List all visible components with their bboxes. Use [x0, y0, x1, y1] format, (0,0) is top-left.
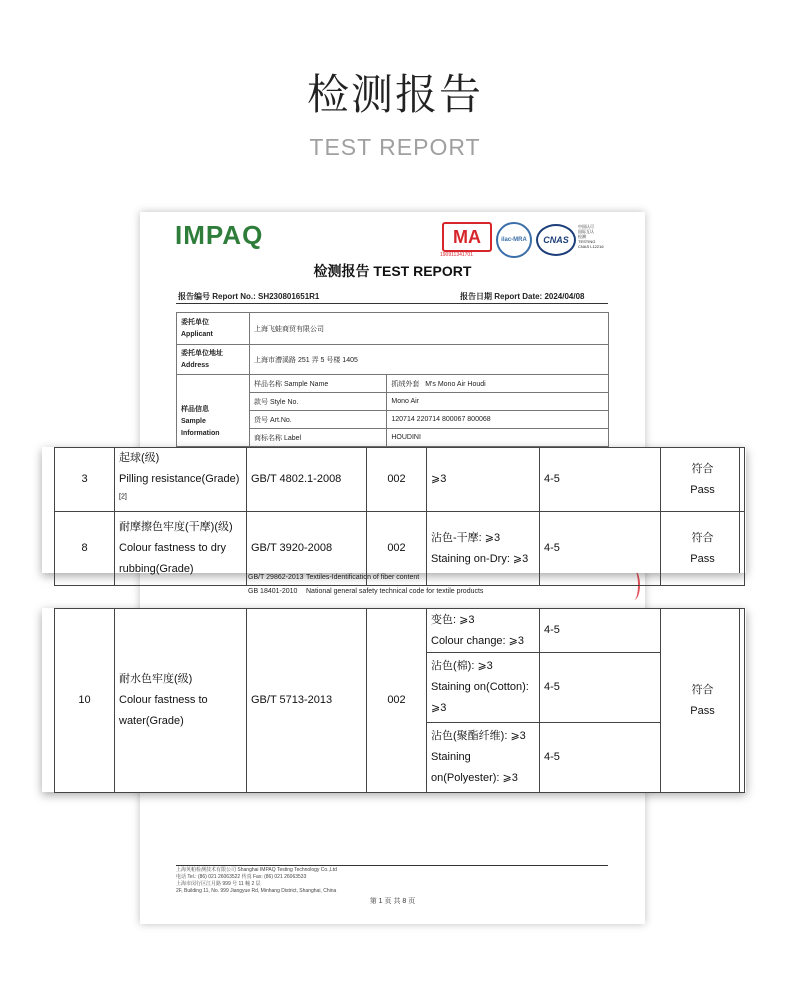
art-no-label: 货号 Art.No. [250, 411, 387, 429]
style-no-value: Mono Air [387, 393, 609, 411]
lab-footer [176, 867, 608, 895]
lab-address-cn: 上海市闵行区江月路 999 号 11 幢 2 层 [176, 881, 261, 887]
table-edge [739, 447, 740, 573]
page-title: 检测报告 [306, 70, 483, 119]
report-date: 报告日期 Report Date: 2024/04/08 [460, 292, 585, 301]
divider [176, 303, 608, 304]
page-subtitle: TEST REPORT [309, 134, 481, 160]
footer-divider [176, 865, 608, 866]
lab-name: 上海英帕检测技术有限公司 Shanghai IMPAQ Testing Technology Co.,Ltd [176, 867, 337, 873]
lab-phone: 电话 Tel.: (86) 021 26063522 传真 Fax: (86) 021 26063533 [176, 874, 307, 880]
cma-seal-icon: MA [442, 222, 492, 252]
requirement: 变色: ⩾3 Colour change: ⩾3 [427, 609, 540, 653]
sample-no: 002 [367, 448, 427, 512]
table-row [55, 448, 745, 512]
requirement: ⩾3 [427, 448, 540, 512]
applicant-value: 上海飞蛙商贸有限公司 [250, 313, 609, 345]
sample-name-label: 样品名称 Sample Name [250, 375, 387, 393]
row-index: 8 [55, 512, 115, 586]
label-label: 商标名称 Label [250, 429, 387, 447]
result: 4-5 [540, 609, 661, 653]
page-number: 第 1 页 共 8 页 [369, 898, 416, 905]
style-no-label: 款号 Style No. [250, 393, 387, 411]
test-standard: GB/T 3920-2008 [247, 512, 367, 586]
cnas-icon: CNAS [536, 224, 576, 256]
address-value: 上海市漕溪路 251 弄 5 号楼 1405 [250, 345, 609, 375]
standard-row: GB/T 29862-2013 Textiles-Identification of fiber content [248, 574, 420, 581]
result: 4-5 [540, 653, 661, 723]
zoom-band-pilling-rubbing [42, 447, 746, 573]
cnas-text: 中国认可 国际互认 检测 TESTING CNAS L12216 [578, 224, 604, 249]
row-index: 10 [55, 609, 115, 793]
results-table [54, 447, 745, 586]
requirement: 沾色(棉): ⩾3 Staining on(Cotton): ⩾3 [427, 653, 540, 723]
result: 4-5 [540, 723, 661, 793]
cma-number: 190911341701 [440, 252, 473, 258]
results-table [54, 608, 745, 793]
impaq-logo: IMPAQ [175, 220, 264, 250]
test-standard: GB/T 5713-2013 [247, 609, 367, 793]
test-item: 耐摩擦色牢度(干摩)(级) Colour fastness to dry rubbing(Grade) [115, 512, 247, 586]
requirement: 沾色-干摩: ⩾3 Staining on-Dry: ⩾3 [427, 512, 540, 586]
table-row [55, 609, 745, 653]
sample-no: 002 [367, 512, 427, 586]
conclusion: 符合 Pass [661, 609, 745, 793]
table-row [55, 512, 745, 586]
test-item: 起球(级) Pilling resistance(Grade)[2] [115, 448, 247, 512]
table-edge [739, 608, 740, 792]
result: 4-5 [540, 512, 661, 586]
result: 4-5 [540, 448, 661, 512]
art-no-value: 120714 220714 800067 800068 [387, 411, 609, 429]
zoom-band-water-fastness [42, 608, 746, 792]
sample-no: 002 [367, 609, 427, 793]
label-value: HOUDINI [387, 429, 609, 447]
ilac-mra-icon: ilac-MRA [496, 222, 532, 258]
row-index: 3 [55, 448, 115, 512]
standard-row: GB 18401-2010 National general safety technical code for textile products [248, 588, 484, 595]
lab-address-en: 2F, Building 11, No. 999 Jiangyue Rd, Minhang District, Shanghai, China [176, 888, 337, 894]
applicant-info-table [176, 312, 609, 447]
address-label: 委托单位地址 Address [177, 345, 250, 375]
sample-label: 样品信息 Sample Information [177, 375, 250, 447]
test-item: 耐水色牢度(级) Colour fastness to water(Grade) [115, 609, 247, 793]
conclusion: 符合 Pass [661, 512, 745, 586]
sample-name-value: 抓绒外套 M's Mono Air Houdi [387, 375, 609, 393]
conclusion: 符合 Pass [661, 448, 745, 512]
test-standard: GB/T 4802.1-2008 [247, 448, 367, 512]
applicant-label: 委托单位 Applicant [177, 313, 250, 345]
requirement: 沾色(聚酯纤维): ⩾3 Staining on(Polyester): ⩾3 [427, 723, 540, 793]
report-title: 检测报告 TEST REPORT [313, 263, 472, 279]
report-number: 报告编号 Report No.: SH230801651R1 [178, 292, 320, 301]
